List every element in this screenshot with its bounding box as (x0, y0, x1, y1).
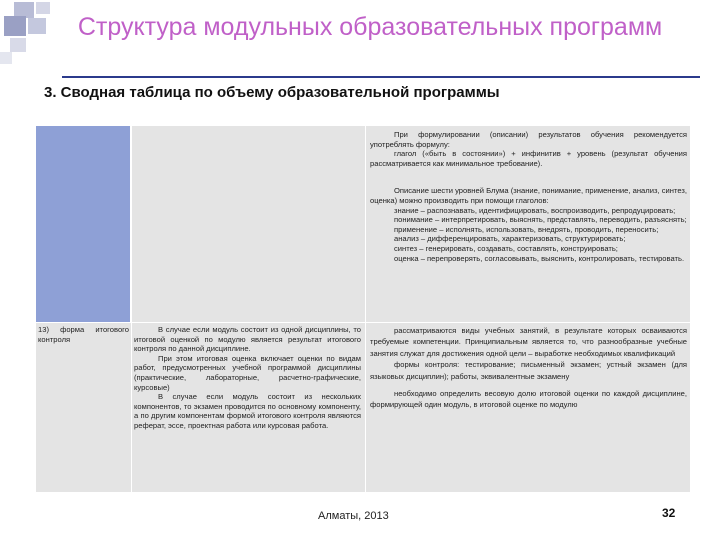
row2-right-cell (366, 323, 690, 492)
paragraph (370, 168, 687, 186)
summary-table (36, 126, 690, 492)
deco-square (4, 16, 26, 36)
paragraph: синтез – генерировать, создавать, составлять, конструировать; (394, 243, 618, 253)
footer-city-year: Алматы, 2013 (318, 510, 389, 522)
paragraph: рассматриваются виды учебных занятий, в результате которых осваиваются требуемые компетенции. Принципиальным является то, что разнообразные учебные занятия служат для достижения одной цели – выработке необходимых квалификаций (370, 326, 687, 358)
slide-subtitle: 3. Сводная таблица по объему образовательной программы (44, 84, 500, 101)
paragraph: глагол («быть в состоянии») + инфинитив + уровень (результат обучения рассматривается как минимальное требование). (370, 149, 687, 168)
deco-square (0, 52, 12, 64)
paragraph: При формулировании (описании) результатов обучения рекомендуется употреблять формулу: (370, 130, 687, 149)
slide-title: Структура модульных образовательных программ (77, 13, 663, 41)
corner-decoration (0, 0, 60, 70)
row2-label-cell (36, 323, 131, 492)
paragraph: анализ – дифференцировать, характеризовать, структурировать; (394, 234, 626, 244)
paragraph: оценка – перепроверять, согласовывать, выяснить, контролировать, тестировать. (394, 253, 685, 263)
deco-square (28, 18, 46, 34)
paragraph: понимание – интерпретировать, выяснять, представлять, переводить, разъяснять; (394, 215, 687, 225)
row-label: 13) форма итогового контроля (38, 325, 129, 344)
row2-middle-cell (132, 323, 365, 492)
paragraph: формы контроля: тестирование; письменный экзамен; устный экзамен (для языковых дисциплин); работы, эквивалентные экзамену (370, 360, 687, 381)
paragraph: применение – исполнять, использовать, внедрять, проводить, переносить; (394, 224, 659, 234)
paragraph: В случае если модуль состоит из нескольких компонентов, то экзамен проводится по основному компоненту, а по другим компонентам формой итогового контроля являются реферат, эссе, проектная работа или курсовая работа. (134, 392, 361, 430)
row1-middle-cell (132, 126, 365, 322)
page-number: 32 (662, 506, 676, 520)
paragraph: При этом итоговая оценка включает оценки по видам работ, предусмотренных учебной программой дисциплины (практические, лабораторные, расчетно-графические, курсовые) (134, 353, 361, 392)
paragraph: необходимо определить весовую долю итоговой оценки по каждой дисциплине, формирующей один модуль, в итоговой оценке по модулю (370, 389, 687, 410)
title-rule (62, 76, 700, 78)
paragraph: В случае если модуль состоит из одной дисциплины, то итоговой оценкой по модулю является результат итогового контроля по данной дисциплине. (134, 325, 361, 354)
deco-square (10, 38, 26, 52)
deco-square (36, 2, 50, 14)
row1-right-cell (366, 126, 690, 322)
paragraph: Описание шести уровней Блума (знание, понимание, применение, анализ, синтез, оценка) можно производить при помощи глаголов: (370, 186, 687, 205)
row1-label-cell (36, 126, 131, 322)
paragraph: знание – распознавать, идентифицировать, воспроизводить, репродуцировать; (394, 205, 676, 215)
